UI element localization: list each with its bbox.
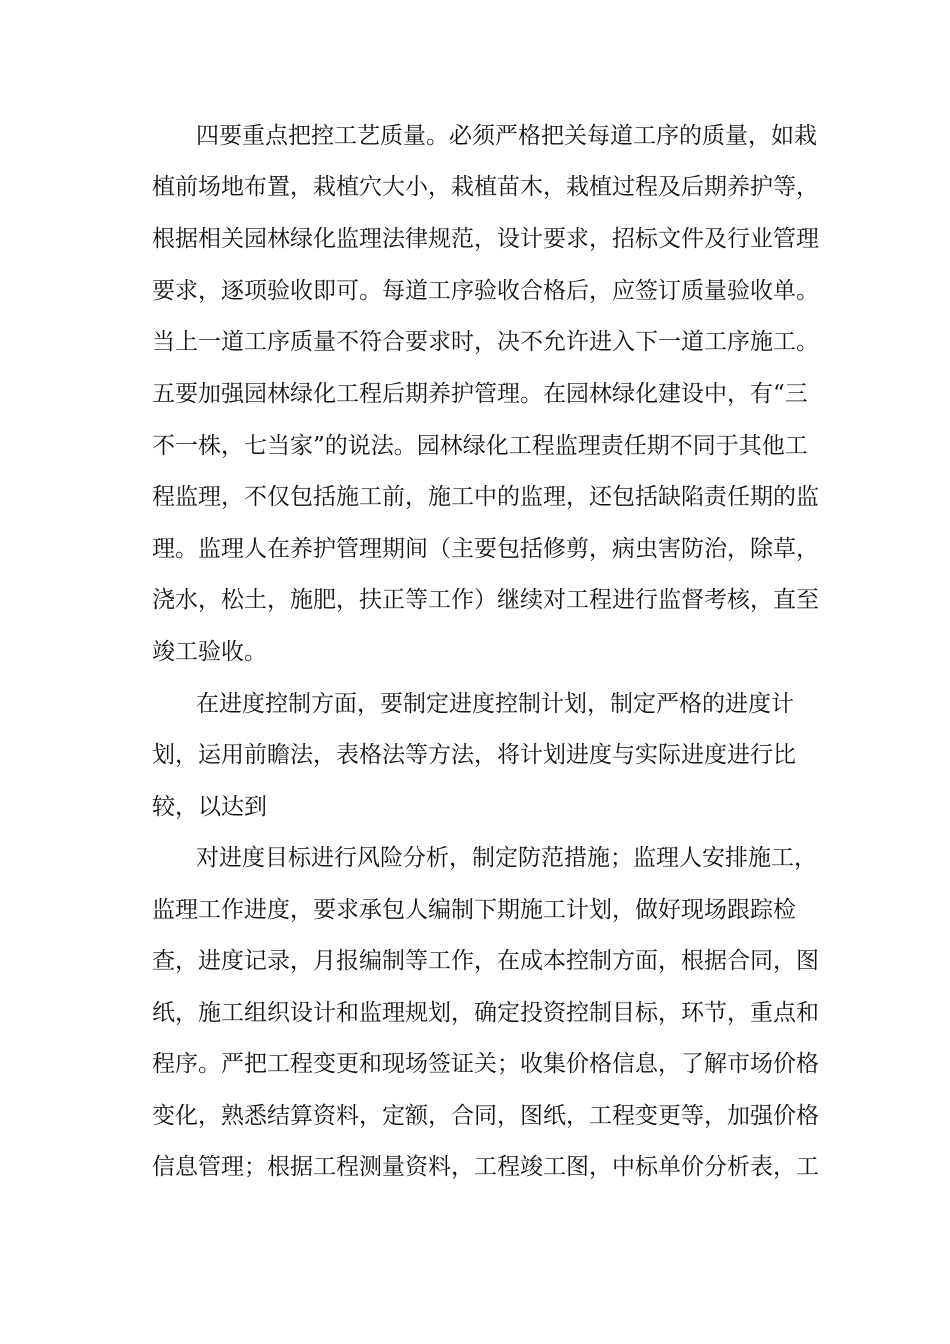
- text-line: 查，进度记录，月报编制等工作，在成本控制方面，根据合同，图: [152, 948, 819, 974]
- text-line: 浇水，松土，施肥，扶正等工作）继续对工程进行监督考核，直至: [152, 587, 819, 613]
- text-line: 根据相关园林绿化监理法律规范，设计要求，招标文件及行业管理: [152, 226, 819, 252]
- text-line: 四要重点把控工艺质量。必须严格把关每道工序的质量，如栽: [196, 123, 817, 149]
- text-line: 理。监理人在养护管理期间（主要包括修剪，病虫害防治，除草，: [152, 536, 819, 562]
- text-line: 在进度控制方面，要制定进度控制计划，制定严格的进度计: [196, 691, 794, 717]
- text-line: 监理工作进度，要求承包人编制下期施工计划，做好现场跟踪检: [152, 897, 796, 923]
- text-line: 不一株，七当家”的说法。园林绿化工程监理责任期不同于其他工: [152, 433, 808, 459]
- text-line: 竣工验收。: [152, 639, 267, 665]
- text-line: 程监理，不仅包括施工前，施工中的监理，还包括缺陷责任期的监: [152, 484, 819, 510]
- text-line: 纸，施工组织设计和监理规划，确定投资控制目标，环节，重点和: [152, 1000, 819, 1026]
- text-line: 较，以达到: [152, 794, 267, 820]
- text-line: 五要加强园林绿化工程后期养护管理。在园林绿化建设中，有“三: [152, 381, 808, 407]
- text-line: 植前场地布置，栽植穴大小，栽植苗木，栽植过程及后期养护等，: [152, 174, 819, 200]
- text-line: 变化，熟悉结算资料，定额，合同，图纸，工程变更等，加强价格: [152, 1103, 819, 1129]
- text-line: 信息管理；根据工程测量资料，工程竣工图，中标单价分析表，工: [152, 1154, 819, 1180]
- text-line: 程序。严把工程变更和现场签证关；收集价格信息，了解市场价格: [152, 1051, 819, 1077]
- text-line: 对进度目标进行风险分析，制定防范措施；监理人安排施工，: [196, 845, 817, 871]
- text-line: 划，运用前瞻法，表格法等方法，将计划进度与实际进度进行比: [152, 742, 796, 768]
- text-line: 要求，逐项验收即可。每道工序验收合格后，应签订质量验收单。: [152, 278, 819, 304]
- text-line: 当上一道工序质量不符合要求时，决不允许进入下一道工序施工。: [152, 329, 819, 355]
